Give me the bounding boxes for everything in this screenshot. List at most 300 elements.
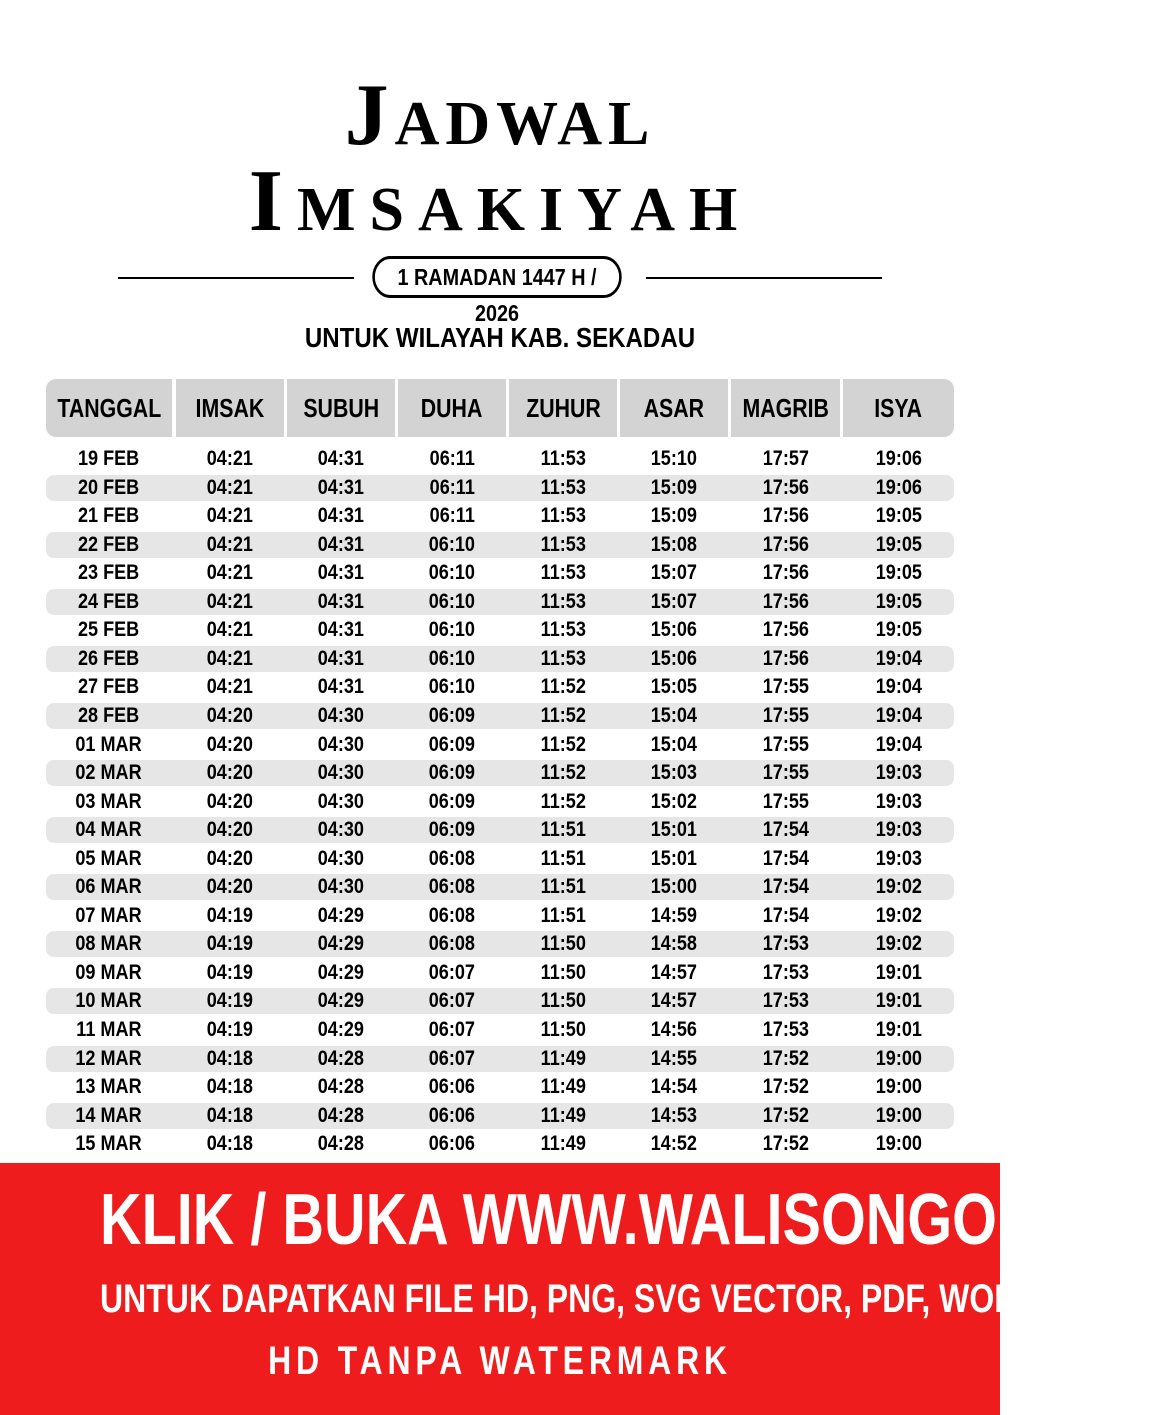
cell-value: 14:52	[650, 1132, 698, 1156]
cell-value: 11:53	[540, 475, 586, 499]
cell-zuhur	[509, 589, 617, 615]
cell-value: 11 MAR	[76, 1018, 142, 1041]
table-row	[46, 475, 954, 501]
cell-asar	[620, 760, 728, 786]
region-label: UNTUK WILAYAH KAB. SEKADAU	[304, 322, 696, 353]
cell-magrib	[731, 1017, 840, 1043]
cell-imsak	[176, 817, 284, 843]
cell-asar	[620, 503, 728, 529]
cell-value: 19:05	[875, 589, 922, 613]
cell-value: 04:31	[317, 561, 365, 585]
cell-value: 04:20	[206, 789, 254, 813]
cell-zuhur	[509, 1074, 617, 1100]
cell-value: 24 FEB	[78, 589, 140, 613]
cell-imsak	[176, 1103, 284, 1129]
cell-value: 11:50	[540, 989, 586, 1013]
cell-value: 11:52	[540, 675, 586, 699]
cell-subuh	[287, 960, 395, 986]
cell-asar	[620, 1074, 728, 1100]
column-header-zuhur	[509, 379, 617, 437]
cell-value: 01 MAR	[75, 732, 143, 756]
cell-magrib	[731, 789, 840, 815]
table-row	[46, 589, 954, 615]
cell-value: 06:09	[428, 818, 476, 842]
cell-value: 04:20	[206, 703, 254, 727]
cell-value: 15:01	[650, 818, 698, 842]
cell-duha	[398, 1103, 506, 1129]
column-header-label: DUHA	[421, 393, 483, 423]
table-row	[46, 1017, 954, 1043]
cell-duha	[398, 732, 506, 758]
cell-magrib	[731, 817, 840, 843]
cell-isya	[843, 874, 954, 900]
cell-value: 11:49	[540, 1075, 586, 1099]
column-header-label: MAGRIB	[742, 393, 829, 423]
cell-value: 15:06	[650, 618, 698, 642]
cell-asar	[620, 789, 728, 815]
cell-value: 04:30	[317, 703, 365, 727]
cell-value: 28 FEB	[78, 703, 140, 727]
cell-zuhur	[509, 931, 617, 957]
cell-isya	[843, 703, 954, 729]
table-row	[46, 931, 954, 957]
cell-value: 19 FEB	[78, 447, 140, 470]
cell-value: 19:05	[875, 504, 922, 528]
cell-value: 04:19	[206, 1018, 254, 1041]
cell-tanggal	[46, 560, 172, 586]
cell-value: 11:50	[540, 1018, 586, 1041]
cell-isya	[843, 988, 954, 1014]
cell-value: 04:31	[317, 646, 365, 670]
cell-value: 04:28	[317, 1075, 365, 1099]
cell-subuh	[287, 446, 395, 472]
table-row	[46, 646, 954, 672]
cell-value: 11:49	[540, 1046, 586, 1070]
cell-value: 11:51	[540, 903, 586, 927]
cell-value: 19:02	[875, 932, 922, 956]
cell-value: 04:21	[206, 618, 254, 642]
cell-value: 11:53	[540, 618, 586, 642]
cell-value: 06:08	[428, 875, 476, 899]
cell-asar	[620, 732, 728, 758]
cell-tanggal	[46, 475, 172, 501]
cell-value: 06:10	[428, 589, 476, 613]
cell-asar	[620, 1046, 728, 1072]
cell-asar	[620, 846, 728, 872]
cell-tanggal	[46, 674, 172, 700]
table-row	[46, 560, 954, 586]
cell-zuhur	[509, 532, 617, 558]
cell-zuhur	[509, 703, 617, 729]
cell-value: 19:04	[875, 646, 922, 670]
cell-value: 06:11	[429, 504, 475, 528]
cell-value: 17:52	[762, 1075, 809, 1099]
cell-duha	[398, 674, 506, 700]
cell-subuh	[287, 1103, 395, 1129]
cell-value: 06:09	[428, 761, 476, 785]
cell-value: 15:08	[650, 532, 698, 556]
cell-value: 06:11	[429, 447, 475, 470]
cell-value: 04:29	[317, 989, 365, 1013]
cell-duha	[398, 560, 506, 586]
cell-isya	[843, 589, 954, 615]
cell-zuhur	[509, 960, 617, 986]
cell-isya	[843, 817, 954, 843]
cell-value: 04:19	[206, 989, 254, 1013]
cell-magrib	[731, 475, 840, 501]
cell-value: 11:53	[540, 646, 586, 670]
cell-subuh	[287, 1017, 395, 1043]
cell-value: 17:55	[762, 732, 809, 756]
cell-value: 04:18	[206, 1103, 254, 1127]
cell-imsak	[176, 646, 284, 672]
cell-imsak	[176, 1017, 284, 1043]
cell-subuh	[287, 475, 395, 501]
cell-value: 09 MAR	[75, 960, 143, 984]
cell-value: 06:10	[428, 675, 476, 699]
cell-value: 15:03	[650, 761, 698, 785]
cell-imsak	[176, 789, 284, 815]
cell-value: 15:07	[650, 589, 698, 613]
cell-value: 15:01	[650, 846, 698, 870]
cell-value: 04:21	[206, 475, 254, 499]
cell-tanggal	[46, 532, 172, 558]
table-row	[46, 446, 954, 472]
cell-value: 11:53	[540, 561, 586, 585]
cell-value: 06:06	[428, 1103, 476, 1127]
cell-tanggal	[46, 789, 172, 815]
cell-value: 15:05	[650, 675, 698, 699]
cell-magrib	[731, 960, 840, 986]
cell-magrib	[731, 931, 840, 957]
cell-value: 26 FEB	[78, 646, 140, 670]
cell-subuh	[287, 646, 395, 672]
cell-isya	[843, 674, 954, 700]
cell-value: 14:56	[650, 1018, 698, 1041]
cell-subuh	[287, 674, 395, 700]
cell-value: 14:57	[650, 989, 698, 1013]
table-row	[46, 960, 954, 986]
cell-duha	[398, 503, 506, 529]
cell-magrib	[731, 503, 840, 529]
cell-tanggal	[46, 617, 172, 643]
table-row	[46, 674, 954, 700]
cell-value: 17:55	[762, 703, 809, 727]
cell-zuhur	[509, 674, 617, 700]
cell-value: 02 MAR	[75, 761, 143, 785]
cell-value: 14:57	[650, 960, 698, 984]
cell-imsak	[176, 589, 284, 615]
cell-value: 04:30	[317, 846, 365, 870]
cell-value: 17:53	[762, 932, 809, 956]
cell-value: 06:10	[428, 618, 476, 642]
cell-value: 11:51	[540, 846, 586, 870]
cell-tanggal	[46, 1046, 172, 1072]
cell-tanggal	[46, 732, 172, 758]
promo-banner[interactable]	[0, 1163, 1173, 1415]
cell-value: 04:19	[206, 932, 254, 956]
cell-imsak	[176, 560, 284, 586]
column-header-label: ZUHUR	[525, 393, 601, 423]
cell-value: 04:28	[317, 1046, 365, 1070]
cell-value: 04:29	[317, 903, 365, 927]
cell-value: 25 FEB	[78, 618, 140, 642]
cell-value: 04:21	[206, 589, 254, 613]
cell-zuhur	[509, 475, 617, 501]
cell-value: 06:09	[428, 789, 476, 813]
cell-value: 04:30	[317, 818, 365, 842]
cell-value: 11:53	[540, 447, 586, 470]
cell-value: 11:51	[540, 875, 586, 899]
cell-value: 15:09	[650, 475, 698, 499]
cell-imsak	[176, 532, 284, 558]
column-header-duha	[398, 379, 506, 437]
cell-value: 17:56	[762, 504, 809, 528]
cell-isya	[843, 646, 954, 672]
cell-value: 11:49	[540, 1132, 586, 1156]
cell-value: 17:54	[762, 846, 809, 870]
banner-line-2: UNTUK DAPATKAN FILE HD, PNG, SVG VECTOR, PDF, WORD, EXCEL	[100, 1277, 1165, 1321]
cell-imsak	[176, 703, 284, 729]
cell-value: 15:06	[650, 646, 698, 670]
title-line-2: Imsakiyah	[248, 153, 752, 250]
cell-tanggal	[46, 1131, 172, 1157]
cell-value: 19:01	[875, 960, 922, 984]
cell-value: 11:52	[540, 761, 586, 785]
cell-asar	[620, 446, 728, 472]
cell-imsak	[176, 617, 284, 643]
cell-isya	[843, 1103, 954, 1129]
cell-value: 06:10	[428, 646, 476, 670]
cell-imsak	[176, 674, 284, 700]
cell-asar	[620, 960, 728, 986]
cell-isya	[843, 475, 954, 501]
cell-isya	[843, 846, 954, 872]
cell-value: 05 MAR	[75, 846, 143, 870]
cell-value: 14:55	[650, 1046, 698, 1070]
cell-duha	[398, 789, 506, 815]
cell-value: 17:54	[762, 818, 809, 842]
cell-magrib	[731, 732, 840, 758]
cell-value: 19:05	[875, 618, 922, 642]
cell-value: 17:56	[762, 618, 809, 642]
cell-value: 06:06	[428, 1132, 476, 1156]
cell-value: 19:06	[875, 475, 922, 499]
cell-asar	[620, 617, 728, 643]
cell-value: 19:00	[875, 1132, 922, 1156]
table-row	[46, 760, 954, 786]
cell-value: 06:10	[428, 561, 476, 585]
cell-subuh	[287, 789, 395, 815]
column-header-label: ASAR	[643, 393, 705, 423]
banner-line-3: HD TANPA WATERMARK	[268, 1339, 732, 1383]
cell-value: 04:31	[317, 475, 365, 499]
cell-tanggal	[46, 446, 172, 472]
cell-value: 06:08	[428, 846, 476, 870]
cell-duha	[398, 1074, 506, 1100]
table-row	[46, 732, 954, 758]
cell-value: 19:03	[875, 761, 922, 785]
cell-value: 08 MAR	[75, 932, 143, 956]
cell-isya	[843, 446, 954, 472]
cell-value: 06 MAR	[75, 875, 143, 899]
cell-value: 17:53	[762, 960, 809, 984]
table-row	[46, 1103, 954, 1129]
column-header-label: ISYA	[874, 393, 923, 423]
cell-zuhur	[509, 988, 617, 1014]
cell-imsak	[176, 760, 284, 786]
cell-zuhur	[509, 760, 617, 786]
cell-value: 17:54	[762, 875, 809, 899]
divider-right	[646, 277, 882, 279]
cell-asar	[620, 1131, 728, 1157]
cell-value: 17:53	[762, 989, 809, 1013]
cell-value: 11:53	[540, 589, 586, 613]
cell-magrib	[731, 646, 840, 672]
cell-value: 19:05	[875, 561, 922, 585]
cell-value: 06:07	[428, 960, 476, 984]
cell-duha	[398, 760, 506, 786]
cell-value: 04:31	[317, 675, 365, 699]
table-header	[46, 379, 954, 437]
cell-magrib	[731, 674, 840, 700]
cell-value: 19:06	[875, 447, 922, 470]
cell-asar	[620, 589, 728, 615]
cell-imsak	[176, 1046, 284, 1072]
cell-value: 03 MAR	[75, 789, 143, 813]
cell-value: 17:56	[762, 532, 809, 556]
cell-value: 19:00	[875, 1046, 922, 1070]
cell-value: 04:21	[206, 646, 254, 670]
cell-asar	[620, 646, 728, 672]
cell-value: 17:55	[762, 761, 809, 785]
cell-value: 15 MAR	[75, 1132, 143, 1156]
column-header-imsak	[176, 379, 284, 437]
cell-value: 19:03	[875, 846, 922, 870]
cell-value: 04:20	[206, 818, 254, 842]
cell-subuh	[287, 617, 395, 643]
cell-tanggal	[46, 874, 172, 900]
column-header-label: IMSAK	[195, 393, 265, 423]
cell-value: 13 MAR	[75, 1075, 143, 1099]
cell-subuh	[287, 846, 395, 872]
cell-asar	[620, 817, 728, 843]
cell-magrib	[731, 560, 840, 586]
cell-imsak	[176, 931, 284, 957]
cell-value: 11:53	[540, 504, 586, 528]
cell-duha	[398, 817, 506, 843]
cell-zuhur	[509, 1046, 617, 1072]
cell-subuh	[287, 760, 395, 786]
cell-zuhur	[509, 646, 617, 672]
cell-isya	[843, 760, 954, 786]
cell-value: 14:54	[650, 1075, 698, 1099]
cell-imsak	[176, 732, 284, 758]
cell-imsak	[176, 446, 284, 472]
cell-duha	[398, 703, 506, 729]
cell-value: 15:04	[650, 732, 698, 756]
cell-value: 04:21	[206, 447, 254, 470]
cell-isya	[843, 1046, 954, 1072]
cell-asar	[620, 903, 728, 929]
cell-duha	[398, 475, 506, 501]
cell-zuhur	[509, 503, 617, 529]
cell-value: 11:50	[540, 932, 586, 956]
cell-value: 15:10	[650, 447, 698, 470]
cell-asar	[620, 1103, 728, 1129]
cell-subuh	[287, 874, 395, 900]
cell-value: 27 FEB	[78, 675, 140, 699]
cell-tanggal	[46, 503, 172, 529]
cell-value: 11:52	[540, 732, 586, 756]
cell-isya	[843, 1074, 954, 1100]
cell-subuh	[287, 589, 395, 615]
cell-zuhur	[509, 446, 617, 472]
cell-value: 20 FEB	[78, 475, 140, 499]
cell-imsak	[176, 960, 284, 986]
cell-value: 04:20	[206, 761, 254, 785]
cell-isya	[843, 532, 954, 558]
cell-value: 04:29	[317, 1018, 365, 1041]
cell-value: 04:31	[317, 447, 365, 470]
cell-asar	[620, 988, 728, 1014]
cell-asar	[620, 560, 728, 586]
cell-imsak	[176, 503, 284, 529]
table-row	[46, 874, 954, 900]
cell-magrib	[731, 760, 840, 786]
cell-value: 17:57	[762, 447, 809, 470]
cell-magrib	[731, 874, 840, 900]
cell-value: 04:20	[206, 875, 254, 899]
cell-zuhur	[509, 732, 617, 758]
cell-imsak	[176, 903, 284, 929]
cell-magrib	[731, 1046, 840, 1072]
cell-subuh	[287, 988, 395, 1014]
cell-value: 04:31	[317, 504, 365, 528]
cell-value: 19:05	[875, 532, 922, 556]
cell-isya	[843, 903, 954, 929]
cell-value: 06:07	[428, 1046, 476, 1070]
cell-magrib	[731, 903, 840, 929]
cell-value: 06:07	[428, 989, 476, 1013]
cell-tanggal	[46, 1103, 172, 1129]
banner-line-1[interactable]: KLIK / BUKA WWW.WALISONGO.CO.ID	[100, 1180, 1173, 1260]
cell-value: 17:56	[762, 561, 809, 585]
cell-subuh	[287, 732, 395, 758]
cell-value: 19:03	[875, 789, 922, 813]
cell-duha	[398, 846, 506, 872]
cell-subuh	[287, 1046, 395, 1072]
cell-value: 19:02	[875, 903, 922, 927]
cell-asar	[620, 1017, 728, 1043]
cell-duha	[398, 931, 506, 957]
cell-subuh	[287, 532, 395, 558]
cell-value: 04:31	[317, 618, 365, 642]
cell-value: 04:29	[317, 932, 365, 956]
cell-isya	[843, 1017, 954, 1043]
cell-value: 14:59	[650, 903, 698, 927]
cell-magrib	[731, 846, 840, 872]
cell-value: 04:18	[206, 1046, 254, 1070]
cell-value: 19:04	[875, 703, 922, 727]
cell-magrib	[731, 988, 840, 1014]
cell-subuh	[287, 503, 395, 529]
cell-value: 17:52	[762, 1103, 809, 1127]
title-line-1: Jadwal	[344, 67, 656, 164]
cell-value: 04:21	[206, 675, 254, 699]
cell-value: 19:04	[875, 675, 922, 699]
column-header-subuh	[287, 379, 395, 437]
